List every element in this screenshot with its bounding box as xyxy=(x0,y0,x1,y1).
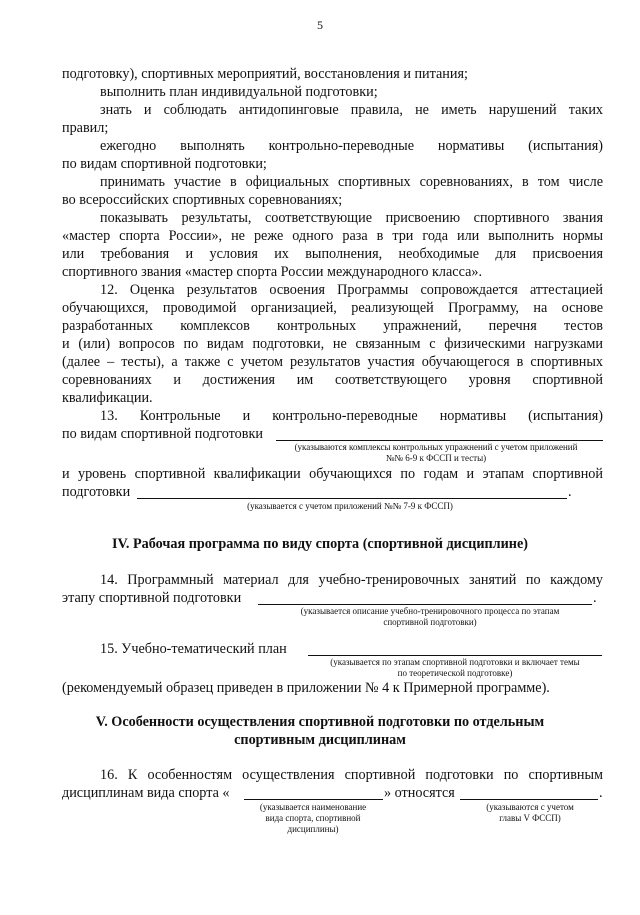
text-line: и (или) вопросов по видам подготовки, не связанным с физическими нагрузками xyxy=(62,336,603,352)
text-line: соревнованиях и достижения им соответствующего уровня спортивной xyxy=(62,372,603,388)
text-line: во всероссийских спортивных соревнованиях; xyxy=(62,192,343,208)
fill-in-blank-line xyxy=(308,655,602,656)
text-line: этапу спортивной подготовки xyxy=(62,590,242,606)
text-line: показывать результаты, соответствующие присвоению спортивного звания xyxy=(100,210,603,226)
text-line: принимать участие в официальных спортивных соревнованиях, в том числе xyxy=(100,174,603,190)
text-line: . xyxy=(593,590,597,606)
text-line: (рекомендуемый образец приведен в приложении № 4 к Примерной программе). xyxy=(62,680,550,696)
footnote-hint: (указывается описание учебно-тренировочного процесса по этапам xyxy=(300,606,560,616)
text-line: 12. Оценка результатов освоения Программы сопровождается аттестацией xyxy=(100,282,603,298)
text-line: ежегодно выполнять контрольно-переводные нормативы (испытания) xyxy=(100,138,603,154)
text-line: подготовку), спортивных мероприятий, восстановления и питания; xyxy=(62,66,468,82)
footnote-hint: спортивной подготовки) xyxy=(383,617,477,627)
section-heading: IV. Рабочая программа по виду спорта (спортивной дисциплине) xyxy=(111,536,528,552)
text-line: . xyxy=(599,785,603,801)
text-line: 15. Учебно-тематический план xyxy=(100,641,287,657)
text-line: 13. Контрольные и контрольно-переводные нормативы (испытания) xyxy=(100,408,603,424)
text-line: «мастер спорта России», не реже одного раза в три года или выполнить нормы xyxy=(62,228,603,244)
text-line: разработанных комплексов контрольных упражнений, перечня тестов xyxy=(62,318,603,334)
fill-in-blank-line xyxy=(258,604,592,605)
text-line: » относятся xyxy=(384,785,455,801)
section-heading: V. Особенности осуществления спортивной подготовки по отдельным xyxy=(95,714,545,730)
fill-in-blank-line xyxy=(244,799,383,800)
footnote-hint: №№ 6-9 к ФССП и тесты) xyxy=(385,453,487,463)
text-line: подготовки xyxy=(62,484,131,500)
footnote-hint: дисциплины) xyxy=(287,824,339,834)
text-line: знать и соблюдать антидопинговые правила, не иметь нарушений таких xyxy=(100,102,603,118)
footnote-hint: вида спорта, спортивной xyxy=(265,813,361,823)
text-line: квалификации. xyxy=(62,390,153,406)
text-line: обучающихся, проводимой организацией, реализующей Программу, на основе xyxy=(62,300,603,316)
fill-in-blank-line xyxy=(276,440,603,441)
fill-in-blank-line xyxy=(460,799,598,800)
text-line: по видам спортивной подготовки; xyxy=(62,156,267,172)
section-heading: спортивным дисциплинам xyxy=(234,732,406,748)
footnote-hint: по теоретической подготовке) xyxy=(397,668,513,678)
fill-in-blank-line xyxy=(137,498,567,499)
footnote-hint: (указывается по этапам спортивной подготовки и включает темы xyxy=(330,657,580,667)
text-line: выполнить план индивидуальной подготовки; xyxy=(100,84,378,100)
text-line: правил; xyxy=(62,120,109,136)
footnote-hint: главы V ФССП) xyxy=(499,813,561,823)
text-line: . xyxy=(568,484,572,500)
footnote-hint: (указываются с учетом xyxy=(486,802,574,812)
text-line: по видам спортивной подготовки xyxy=(62,426,263,442)
text-line: дисциплинам вида спорта « xyxy=(62,785,230,801)
text-line: спортивного звания «мастер спорта России международного класса». xyxy=(62,264,483,280)
page-number: 5 xyxy=(317,18,323,32)
footnote-hint: (указываются комплексы контрольных упражнений с учетом приложений xyxy=(294,442,578,452)
text-line: 14. Программный материал для учебно-тренировочных занятий по каждому xyxy=(100,572,603,588)
footnote-hint: (указывается с учетом приложений №№ 7-9 к ФССП) xyxy=(247,501,453,511)
text-line: и уровень спортивной квалификации обучающихся по годам и этапам спортивной xyxy=(62,466,603,482)
text-line: или требования и условия их выполнения, необходимые для присвоения xyxy=(62,246,603,262)
footnote-hint: (указывается наименование xyxy=(259,802,367,812)
text-line: (далее – тесты), а также с учетом результатов участия обучающегося в спортивных xyxy=(62,354,603,370)
text-line: 16. К особенностям осуществления спортивной подготовки по спортивным xyxy=(100,767,603,783)
